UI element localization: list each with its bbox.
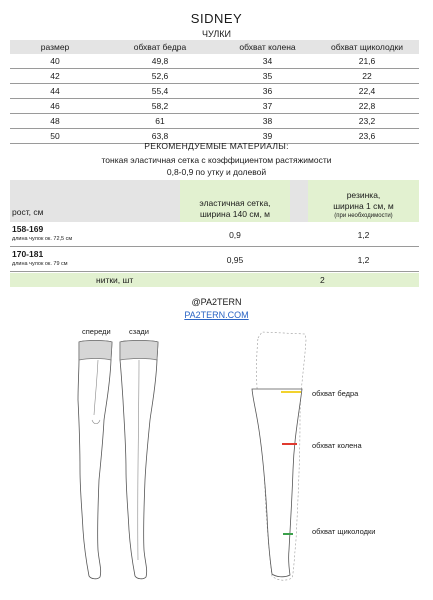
ankle-measure-label: обхват щиколодки [312,527,376,536]
col-size: размер [10,40,100,54]
cell-hip: 52,6 [100,69,220,84]
page-subtitle: ЧУЛКИ [201,29,232,39]
cell-size: 40 [10,54,100,69]
cell-ankle: 22,8 [315,99,419,114]
cell-knee: 35 [220,69,315,84]
stocking-length: длина чулок ок. 72,5 см [12,236,73,242]
page-title: SIDNEY [190,11,243,26]
col-band-line1: резинка, [346,190,381,200]
mesh-amount: 0,9 [229,230,241,240]
col-ankle: обхват щиколодки [315,40,419,54]
materials-desc-line1: тонкая эластичная сетка с коэффициентом растяжимости [101,155,332,165]
col-hip: обхват бедра [100,40,220,54]
cell-knee: 39 [220,129,315,144]
cell-ankle: 23,2 [315,114,419,129]
mesh-amount: 0,95 [226,255,244,265]
cell-ankle: 21,6 [315,54,419,69]
cell-knee: 38 [220,114,315,129]
cell-hip: 63,8 [100,129,220,144]
band-amount: 1,2 [357,255,370,265]
cell-size: 42 [10,69,100,84]
col-height: рост, см [12,207,44,217]
back-stocking-drawing [120,341,158,579]
thread-label: нитки, шт [96,275,134,285]
cell-size: 50 [10,129,100,144]
cell-hip: 58,2 [100,99,220,114]
measurement-leg-drawing [252,332,306,580]
col-band-line2: ширина 1 см, м [333,201,394,211]
cell-ankle: 22 [315,69,419,84]
front-stocking-drawing [78,341,112,579]
back-view-label: сзади [129,327,149,336]
cell-ankle: 22,4 [315,84,419,99]
cell-ankle: 23,6 [315,129,419,144]
hip-measure-label: обхват бедра [312,389,359,398]
brand-handle: @PA2TERN [191,297,242,307]
materials-desc-line2: 0,8-0,9 по утку и долевой [166,167,267,177]
cell-size: 46 [10,99,100,114]
knee-measure-label: обхват колена [312,441,362,450]
cell-size: 44 [10,84,100,99]
cell-hip: 55,4 [100,84,220,99]
cell-knee: 34 [220,54,315,69]
col-band-note: (при необходимости) [334,213,393,219]
cell-hip: 61 [100,114,220,129]
thread-value: 2 [320,275,325,285]
cell-knee: 37 [220,99,315,114]
height-range: 158-169 [12,224,44,234]
col-knee: обхват колена [220,40,315,54]
band-amount: 1,2 [357,230,370,240]
brand-site-link[interactable]: PA2TERN.COM [184,310,249,320]
cell-hip: 49,8 [100,54,220,69]
height-range: 170-181 [12,249,44,259]
front-view-label: спереди [82,327,111,336]
materials-heading: РЕКОМЕНДУЕМЫЕ МАТЕРИАЛЫ: [144,141,289,151]
stocking-length: длина чулок ок. 79 см [12,261,68,267]
cell-knee: 36 [220,84,315,99]
col-mesh-line1: эластичная сетка, [199,198,271,208]
col-mesh-line2: ширина 140 см, м [199,209,271,219]
cell-size: 48 [10,114,100,129]
